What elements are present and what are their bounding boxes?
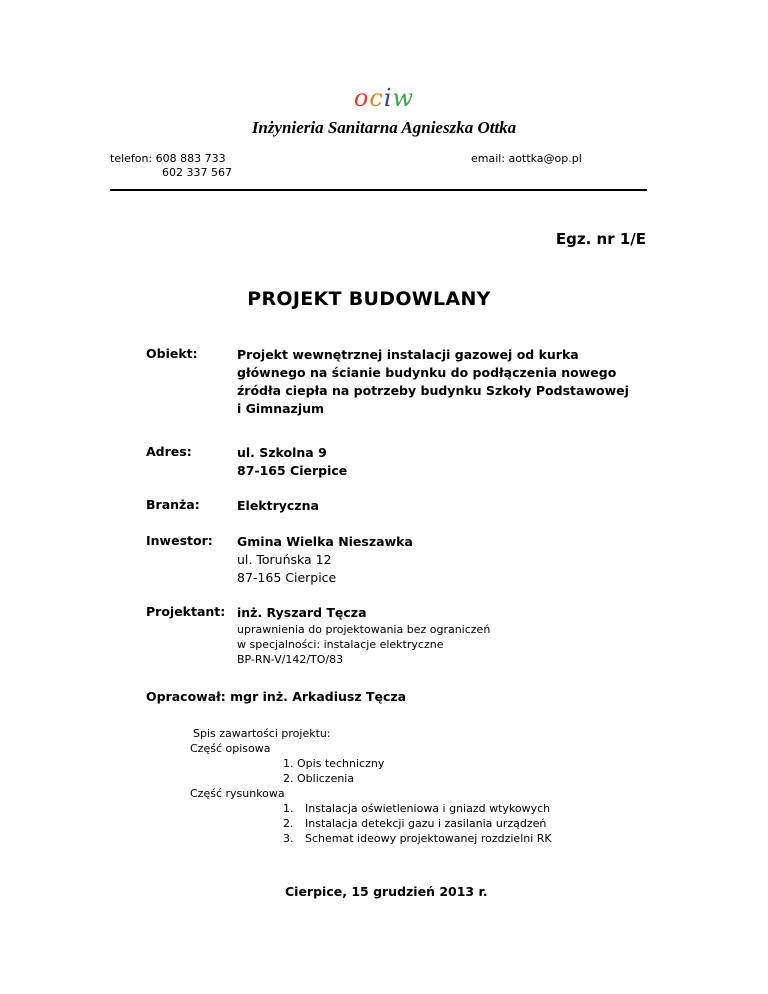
obiekt-line: Projekt wewnętrznej instalacji gazowej od kurka (237, 347, 579, 362)
projektant-value (237, 604, 490, 667)
contents-part1: Część opisowa (190, 742, 271, 755)
contents-heading: Spis zawartości projektu: (193, 727, 331, 740)
company-logo (0, 84, 768, 112)
inwestor-line: 87-165 Cierpice (237, 570, 337, 585)
contents-part2-item: Instalacja detekcji gazu i zasilania urządzeń (305, 817, 547, 830)
adres-label: Adres: (146, 444, 192, 459)
branza-label: Branża: (146, 497, 200, 512)
contents-part2-num: 2. (283, 817, 294, 830)
phone-line-2: 602 337 567 (162, 166, 232, 179)
inwestor-name: Gmina Wielka Nieszawka (237, 534, 413, 549)
logo-letter-i: i (383, 84, 393, 112)
contents-part1-item: 2. Obliczenia (283, 772, 355, 785)
logo-letter-o: o (353, 84, 370, 112)
copy-number: Egz. nr 1/E (555, 230, 646, 248)
obiekt-value (237, 346, 629, 418)
logo-letter-c: c (369, 84, 384, 112)
projektant-line: BP-RN-V/142/TO/83 (237, 653, 344, 666)
inwestor-value (237, 533, 413, 587)
adres-line: 87-165 Cierpice (237, 463, 348, 478)
email-address: email: aottka@op.pl (471, 152, 582, 165)
header-divider (110, 189, 647, 191)
obiekt-line: głównego na ścianie budynku do podłączenia nowego (237, 365, 617, 380)
branza-text: Elektryczna (237, 498, 319, 513)
phone-line-1: telefon: 608 883 733 (110, 152, 226, 165)
contents-part1-item: 1. Opis techniczny (283, 757, 385, 770)
adres-value (237, 444, 347, 480)
projektant-name: inż. Ryszard Tęcza (237, 605, 367, 620)
obiekt-label: Obiekt: (146, 346, 198, 361)
inwestor-label: Inwestor: (146, 533, 213, 548)
contents-part2-num: 1. (283, 802, 294, 815)
projektant-line: uprawnienia do projektowania bez ograniczeń (237, 623, 491, 636)
logo-letter-w: w (392, 84, 415, 112)
place-and-date: Cierpice, 15 grudzień 2013 r. (285, 884, 488, 899)
contents-part2-item: Instalacja oświetleniowa i gniazd wtykowych (305, 802, 551, 815)
contents-part2: Część rysunkowa (190, 787, 285, 800)
prepared-by: Opracował: mgr inż. Arkadiusz Tęcza (146, 689, 407, 704)
document-title: PROJEKT BUDOWLANY (247, 288, 491, 310)
company-name: Inżynieria Sanitarna Agnieszka Ottka (251, 118, 517, 137)
obiekt-line: źródła ciepła na potrzeby budynku Szkoły Podstawowej (237, 383, 629, 398)
projektant-line: w specjalności: instalacje elektryczne (237, 638, 444, 651)
contents-part2-num: 3. (283, 832, 294, 845)
adres-line: ul. Szkolna 9 (237, 445, 327, 460)
branza-value (237, 497, 319, 515)
contents-part2-item: Schemat ideowy projektowanej rozdzielni RK (305, 832, 552, 845)
inwestor-line: ul. Toruńska 12 (237, 552, 332, 567)
projektant-label: Projektant: (146, 604, 226, 619)
obiekt-line: i Gimnazjum (237, 401, 325, 416)
